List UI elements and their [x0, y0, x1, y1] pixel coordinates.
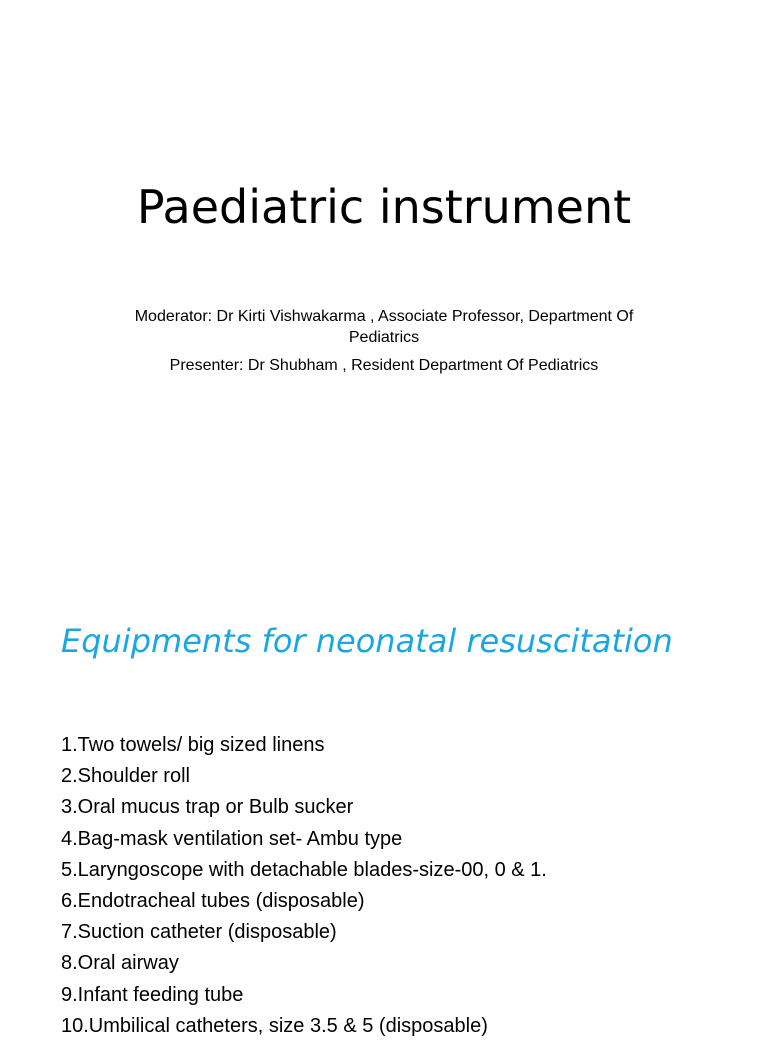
list-item: 9.Infant feeding tube: [61, 983, 244, 1006]
list-item: 7.Suction catheter (disposable): [61, 921, 337, 944]
presenter-line: Presenter: Dr Shubham , Resident Department Of Pediatrics: [169, 357, 599, 374]
subtitle-block: [100, 306, 668, 383]
list-item: 1.Two towels/ big sized linens: [61, 734, 325, 756]
equipment-list: [61, 730, 741, 1042]
list-item: 4.Bag-mask ventilation set- Ambu type: [61, 827, 403, 850]
equipment-slide: [0, 576, 768, 1037]
list-item: 6.Endotracheal tubes (disposable): [61, 890, 365, 913]
slide-heading: Equipments for neonatal resuscitation: [61, 622, 673, 660]
list-item: 5.Laryngoscope with detachable blades-size-00, 0 & 1.: [61, 858, 547, 881]
list-item: 2.Shoulder roll: [61, 765, 190, 788]
list-item: 10.Umbilical catheters, size 3.5 & 5 (disposable): [61, 1014, 488, 1037]
moderator-line: Moderator: Dr Kirti Vishwakarma , Associate Professor, Department Of Pediatrics: [134, 308, 634, 346]
list-item: 3.Oral mucus trap or Bulb sucker: [61, 796, 354, 819]
list-item: 8.Oral airway: [61, 952, 179, 975]
presentation-title: Paediatric instrument: [136, 180, 632, 234]
